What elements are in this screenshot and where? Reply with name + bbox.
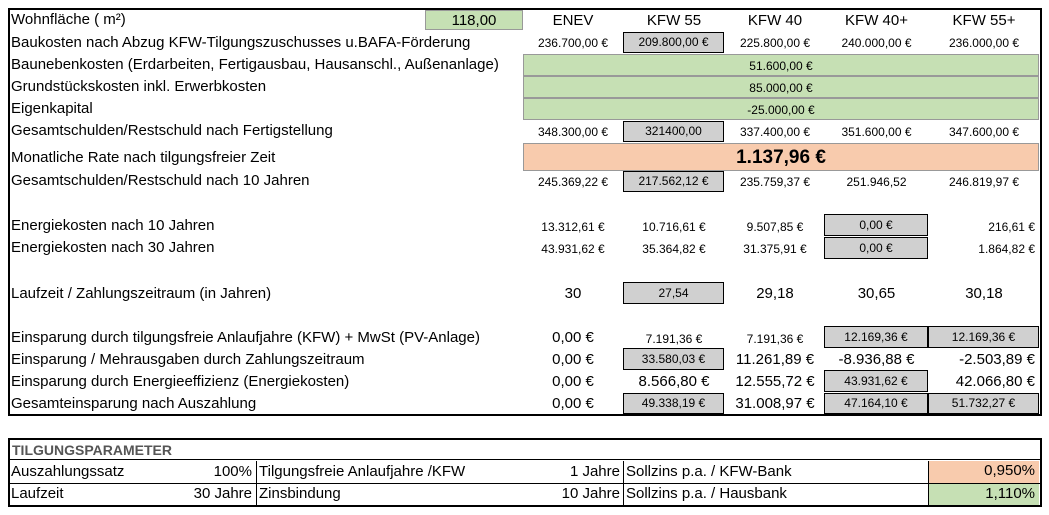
baukosten-kfw40: 225.800,00 € bbox=[739, 36, 811, 50]
energie30-kfw55plus: 1.864,82 € bbox=[978, 242, 1035, 256]
einsparung-tilg-kfw55plus: 12.169,36 € bbox=[928, 326, 1039, 348]
laufzeit-enev: 30 bbox=[564, 285, 582, 302]
baukosten-label: Baukosten nach Abzug KFW-Tilgungszuschusses u.BAFA-Förderung bbox=[11, 34, 471, 51]
zinsbindung-label: Zinsbindung bbox=[259, 485, 341, 502]
baukosten-kfw55plus: 236.000,00 € bbox=[948, 36, 1020, 50]
energie10-kfw40: 9.507,85 € bbox=[746, 220, 804, 234]
baukosten-enev: 236.700,00 € bbox=[537, 36, 609, 50]
energie10-kfw40plus: 0,00 € bbox=[824, 214, 928, 236]
energie30-kfw55: 35.364,82 € bbox=[642, 242, 706, 256]
sollzins-haus-label: Sollzins p.a. / Hausbank bbox=[626, 485, 787, 502]
sollzins-haus-value[interactable]: 1,110% bbox=[929, 484, 1039, 505]
einsparung-tilg-kfw40plus: 12.169,36 € bbox=[824, 326, 928, 348]
energie30-kfw40: 31.375,91 € bbox=[743, 242, 807, 256]
energie10-kfw55plus: 216,61 € bbox=[988, 220, 1035, 234]
tilgungsfrei-value[interactable]: 1 Jahre bbox=[569, 463, 620, 480]
einsparung-zahl-kfw55: 33.580,03 € bbox=[623, 348, 724, 370]
header-kfw40: KFW 40 bbox=[747, 12, 803, 29]
gesamteinsparung-kfw55: 49.338,19 € bbox=[623, 393, 724, 414]
gesamteinsparung-enev: 0,00 € bbox=[552, 395, 594, 412]
gesamtschulden-kfw40plus: 351.600,00 € bbox=[841, 125, 912, 139]
gesamtschulden-kfw55plus: 347.600,00 € bbox=[948, 125, 1020, 139]
laufzeit-kfw55: 27,54 bbox=[623, 282, 724, 304]
header-kfw55: KFW 55 bbox=[646, 12, 702, 29]
gesamteinsparung-kfw40plus: 47.164,10 € bbox=[824, 393, 928, 414]
gesamtschulden-label: Gesamtschulden/Restschuld nach Fertigstellung bbox=[11, 122, 333, 139]
auszahlungssatz-value[interactable]: 100% bbox=[213, 463, 252, 480]
einsparung-zahl-kfw40: 11.261,89 € bbox=[735, 351, 815, 368]
grundstueck-label: Grundstückskosten inkl. Erwerbkosten bbox=[11, 78, 267, 95]
restschuld10-kfw55plus: 246.819,97 € bbox=[948, 175, 1020, 189]
einsparung-tilg-kfw55: 7.191,36 € bbox=[645, 332, 703, 346]
laufzeit-label: Laufzeit / Zahlungszeitraum (in Jahren) bbox=[11, 285, 272, 302]
params-title: TILGUNGSPARAMETER bbox=[10, 440, 1040, 460]
einsparung-energie-label: Einsparung durch Energieeffizienz (Energiekosten) bbox=[11, 373, 350, 390]
einsparung-energie-kfw55: 8.566,80 € bbox=[638, 373, 710, 390]
laufzeit-kfw40plus: 30,65 bbox=[857, 285, 896, 302]
einsparung-energie-enev: 0,00 € bbox=[552, 373, 594, 390]
params-col-divider-2 bbox=[623, 461, 624, 505]
header-enev: ENEV bbox=[552, 12, 594, 29]
zinsbindung-value[interactable]: 10 Jahre bbox=[561, 485, 620, 502]
energie10-kfw55: 10.716,61 € bbox=[642, 220, 706, 234]
einsparung-tilg-label: Einsparung durch tilgungsfreie Anlaufjahre (KFW) + MwSt (PV-Anlage) bbox=[11, 329, 480, 346]
grundstueck-value: 85.000,00 € bbox=[523, 76, 1039, 98]
baunebenkosten-value: 51.600,00 € bbox=[523, 54, 1039, 76]
einsparung-tilg-enev: 0,00 € bbox=[552, 329, 594, 346]
gesamtschulden-enev: 348.300,00 € bbox=[537, 125, 609, 139]
einsparung-energie-kfw40plus: 43.931,62 € bbox=[824, 370, 928, 392]
baukosten-kfw40plus: 240.000,00 € bbox=[841, 36, 912, 50]
wohnflaeche-value[interactable]: 118,00 bbox=[425, 10, 523, 30]
gesamtschulden-kfw40: 337.400,00 € bbox=[739, 125, 811, 139]
monatliche-rate-value: 1.137,96 € bbox=[523, 143, 1039, 171]
auszahlungssatz-label: Auszahlungssatz bbox=[11, 463, 125, 480]
energie30-label: Energiekosten nach 30 Jahren bbox=[11, 239, 215, 256]
tilgungsfrei-label: Tilgungsfreie Anlaufjahre /KFW bbox=[259, 463, 466, 480]
einsparung-zahl-kfw40plus: -8.936,88 € bbox=[838, 351, 915, 368]
gesamteinsparung-kfw55plus: 51.732,27 € bbox=[928, 393, 1039, 414]
energie30-enev: 43.931,62 € bbox=[541, 242, 605, 256]
restschuld10-kfw40plus: 251.946,52 bbox=[846, 175, 907, 189]
laufzeit-kfw40: 29,18 bbox=[756, 285, 794, 302]
laufzeit-param-label: Laufzeit bbox=[11, 485, 64, 502]
wohnflaeche-label: Wohnfläche ( m²) bbox=[11, 11, 126, 28]
laufzeit-param-value[interactable]: 30 Jahre bbox=[193, 485, 252, 502]
baukosten-kfw55: 209.800,00 € bbox=[623, 32, 724, 53]
restschuld10-kfw40: 235.759,37 € bbox=[739, 175, 811, 189]
energie30-kfw40plus: 0,00 € bbox=[824, 237, 928, 259]
einsparung-energie-kfw55plus: 42.066,80 € bbox=[955, 373, 1035, 390]
monatliche-rate-label: Monatliche Rate nach tilgungsfreier Zeit bbox=[11, 149, 276, 166]
energie10-enev: 13.312,61 € bbox=[541, 220, 605, 234]
restschuld10-kfw55: 217.562,12 € bbox=[623, 171, 724, 192]
energie10-label: Energiekosten nach 10 Jahren bbox=[11, 217, 215, 234]
sollzins-kfw-value[interactable]: 0,950% bbox=[929, 461, 1039, 483]
eigenkapital-label: Eigenkapital bbox=[11, 100, 93, 117]
einsparung-tilg-kfw40: 7.191,36 € bbox=[746, 332, 804, 346]
restschuld10-label: Gesamtschulden/Restschuld nach 10 Jahren bbox=[11, 172, 310, 189]
header-kfw40plus: KFW 40+ bbox=[845, 12, 908, 29]
baunebenkosten-label: Baunebenkosten (Erdarbeiten, Fertigausbau, Hausanschl., Außenanlage) bbox=[11, 56, 499, 73]
gesamtschulden-kfw55: 321400,00 bbox=[623, 121, 724, 142]
eigenkapital-value: -25.000,00 € bbox=[523, 98, 1039, 120]
einsparung-energie-kfw40: 12.555,72 € bbox=[735, 373, 815, 390]
gesamteinsparung-label: Gesamteinsparung nach Auszahlung bbox=[11, 395, 257, 412]
gesamteinsparung-kfw40: 31.008,97 € bbox=[735, 395, 815, 412]
restschuld10-enev: 245.369,22 € bbox=[537, 175, 609, 189]
einsparung-zahl-enev: 0,00 € bbox=[552, 351, 594, 368]
laufzeit-kfw55plus: 30,18 bbox=[965, 285, 1003, 302]
header-kfw55plus: KFW 55+ bbox=[952, 12, 1016, 29]
einsparung-zahl-kfw55plus: -2.503,89 € bbox=[959, 351, 1035, 368]
params-col-divider-1 bbox=[256, 461, 257, 505]
einsparung-zahl-label: Einsparung / Mehrausgaben durch Zahlungszeitraum bbox=[11, 351, 365, 368]
sollzins-kfw-label: Sollzins p.a. / KFW-Bank bbox=[626, 463, 792, 480]
